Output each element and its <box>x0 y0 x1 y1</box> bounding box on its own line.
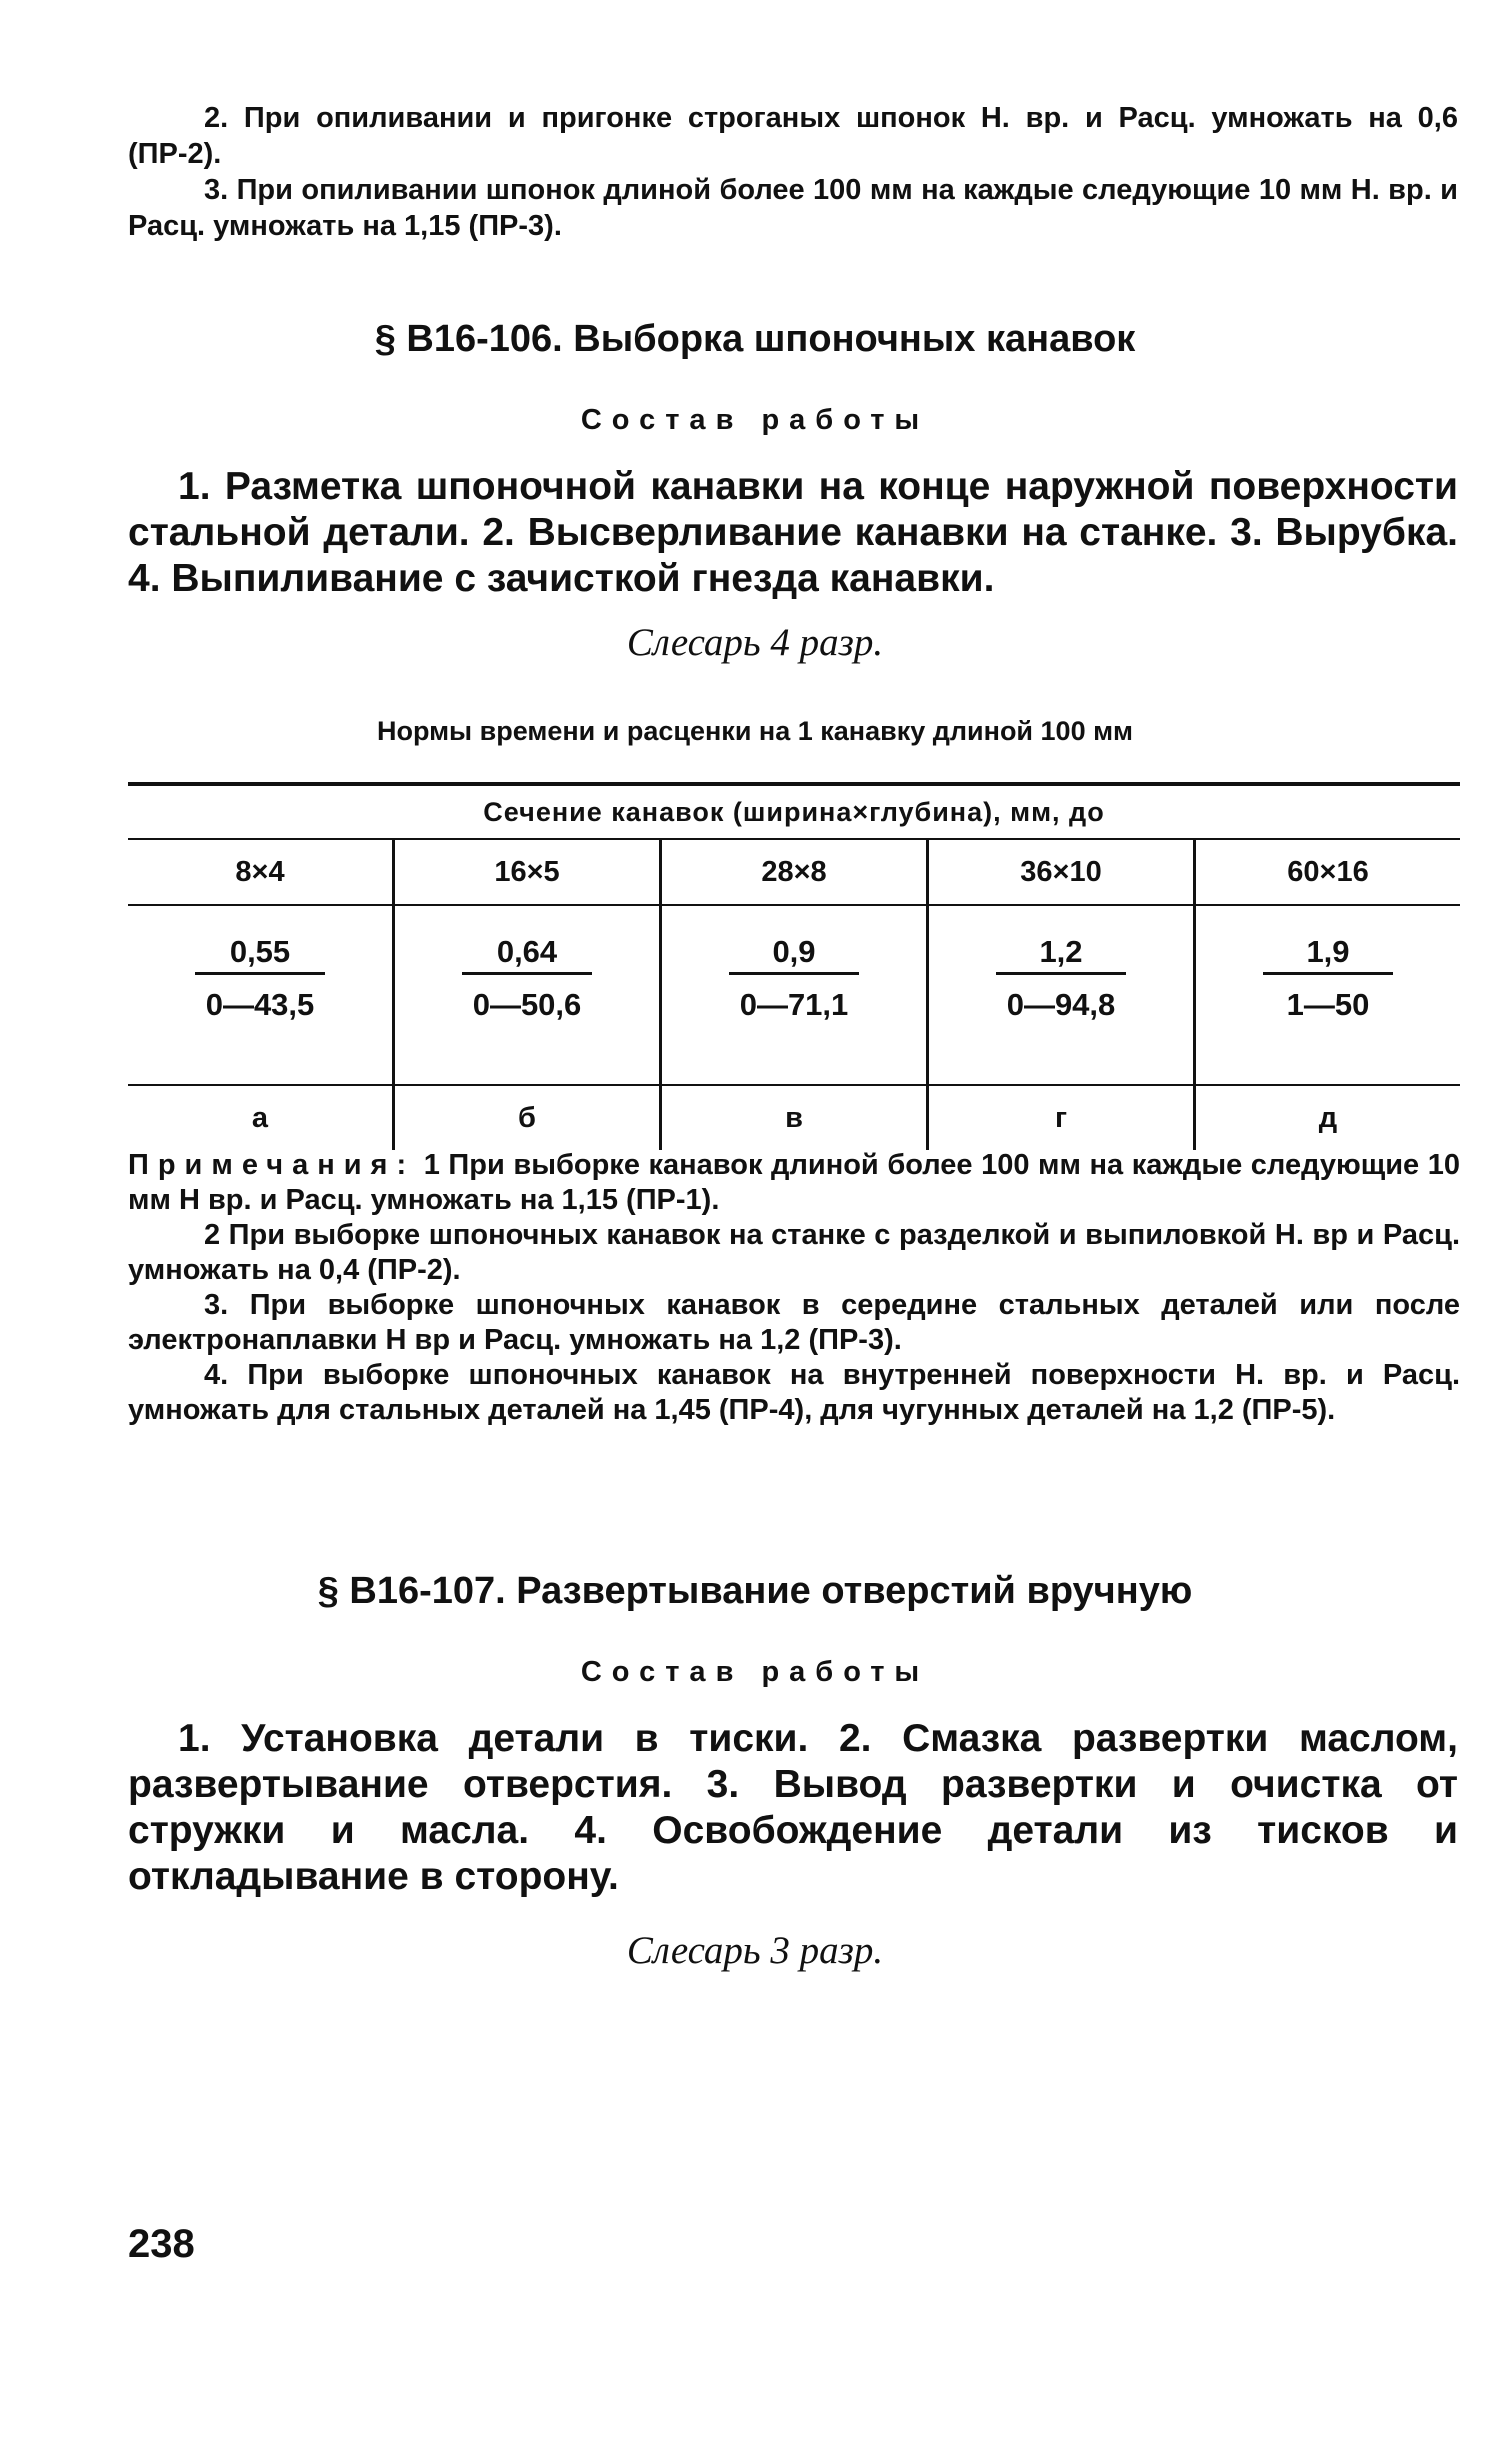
time-norm: 0,9 <box>729 934 859 975</box>
section-title: § В16-107. Развертывание отверстий вручную <box>317 1570 1193 1612</box>
norm-fraction <box>996 934 1126 1025</box>
norms-table <box>128 782 1460 1150</box>
time-norm: 1,2 <box>996 934 1126 975</box>
page-number: 238 <box>128 2222 195 2266</box>
column-letter: г <box>926 1086 1193 1150</box>
note-paragraph: 3. При опиливании шпонок длиной более 100 мм на каждые следующие 10 мм Н. вр. и Расц. умножать на 1,15 (ПР-3). <box>128 174 1458 242</box>
rate: 1—50 <box>1286 987 1370 1022</box>
column-letter: в <box>659 1086 926 1150</box>
time-norm: 0,55 <box>195 934 325 975</box>
size-row <box>128 840 1460 904</box>
size-cell: 60×16 <box>1193 840 1460 904</box>
value-cell <box>659 906 926 1084</box>
note-text: 1 При выборке канавок длиной более 100 мм на каждые следующие 10 мм Н вр. и Расц. умножать на 1,15 (ПР-1). <box>128 1149 1460 1216</box>
column-letter: а <box>251 1102 269 1134</box>
carried-over-notes <box>128 100 1458 244</box>
rate: 0—71,1 <box>739 987 849 1022</box>
norm-fraction <box>1263 934 1393 1025</box>
rate: 0—94,8 <box>1006 987 1116 1022</box>
size-cell: 16×5 <box>392 840 659 904</box>
rate: 0—43,5 <box>205 987 315 1022</box>
column-letter: б <box>392 1086 659 1150</box>
value-cell <box>926 906 1193 1084</box>
column-letter: д <box>1193 1086 1460 1150</box>
note-paragraph: 2 При выборке шпоночных канавок на станке с разделкой и выпиловкой Н. вр и Расц. умножать на 0,4 (ПР-2). <box>128 1219 1460 1286</box>
composition-text: 1. Установка детали в тиски. 2. Смазка развертки маслом, развертывание отверстия. 3. Вывод развертки и очистка от стружки и масла. 4. Освобождение детали из тисков и откладывание в сторону. <box>128 1717 1458 1898</box>
notes-label: Примечания: <box>128 1149 416 1181</box>
norm-fraction <box>729 934 859 1025</box>
norm-fraction <box>462 934 592 1025</box>
note-paragraph <box>128 1148 1460 1218</box>
composition-heading: Состав работы <box>580 404 930 436</box>
size-cell: 28×8 <box>659 840 926 904</box>
size-cell: 8×4 <box>235 856 285 888</box>
time-norm: 1,9 <box>1263 934 1393 975</box>
value-cell <box>392 906 659 1084</box>
size-cell: 36×10 <box>926 840 1193 904</box>
table-header: Сечение канавок (ширина×глубина), мм, до <box>483 797 1105 827</box>
note-paragraph: 2. При опиливании и пригонке строганых шпонок Н. вр. и Расц. умножать на 0,6 (ПР-2). <box>128 102 1458 170</box>
rate: 0—50,6 <box>472 987 582 1022</box>
norm-fraction <box>195 934 325 1025</box>
composition-heading: Состав работы <box>580 1656 930 1688</box>
worker-grade: Слесарь 4 разр. <box>626 621 884 664</box>
value-cell <box>128 906 392 1084</box>
section-notes <box>128 1148 1460 1428</box>
value-row <box>128 906 1460 1084</box>
letter-row <box>128 1086 1460 1150</box>
composition-text: 1. Разметка шпоночной канавки на конце наружной поверхности стальной детали. 2. Высверливание канавки на станке. 3. Вырубка. 4. Выпиливание с зачисткой гнезда канавки. <box>128 465 1458 600</box>
worker-grade: Слесарь 3 разр. <box>626 1929 884 1972</box>
value-cell <box>1193 906 1460 1084</box>
note-paragraph: 4. При выборке шпоночных канавок на внутренней поверхности Н. вр. и Расц. умножать для стальных деталей на 1,45 (ПР-4), для чугунных деталей на 1,2 (ПР-5). <box>128 1359 1460 1426</box>
section-title: § В16-106. Выборка шпоночных канавок <box>374 318 1136 360</box>
time-norm: 0,64 <box>462 934 592 975</box>
table-caption: Нормы времени и расценки на 1 канавку длиной 100 мм <box>376 716 1134 746</box>
note-paragraph: 3. При выборке шпоночных канавок в середине стальных деталей или после электронаплавки Н вр и Расц. умножать на 1,2 (ПР-3). <box>128 1289 1460 1356</box>
